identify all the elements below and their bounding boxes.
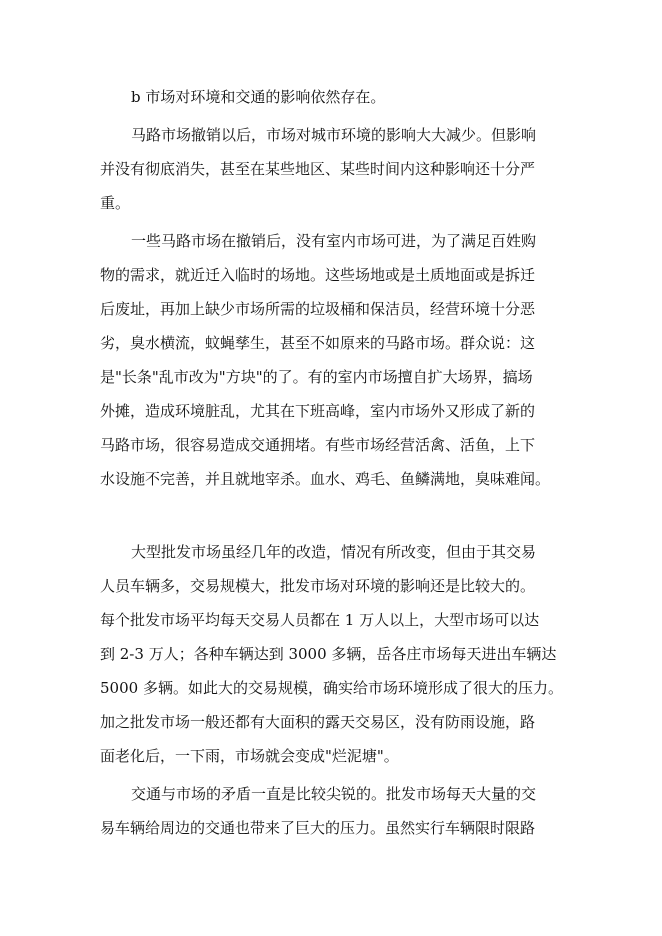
paragraph-1-line-2: 并没有彻底消失，甚至在某些地区、某些时间内这种影响还十分严 [100,160,536,178]
paragraph-3-line-4: 到 2-3 万人；各种车辆达到 3000 多辆，岳各庄市场每天进出车辆达 [100,645,557,663]
paragraph-2-line-1: 一些马路市场在撤销后，没有室内市场可进，为了满足百姓购 [131,232,537,250]
paragraph-3-line-3: 每个批发市场平均每天交易人员都在 1 万人以上，大型市场可以达 [100,611,540,629]
paragraph-4-line-1: 交通与市场的矛盾一直是比较尖锐的。批发市场每天大量的交 [131,785,537,803]
paragraph-2-line-8: 水设施不完善，并且就地宰杀。血水、鸡毛、鱼鳞满地，臭味难闻。 [100,470,551,488]
paragraph-4-line-2: 易车辆给周边的交通也带来了巨大的压力。虽然实行车辆限时限路 [100,819,536,837]
paragraph-2-line-7: 马路市场，很容易造成交通拥堵。有些市场经营活禽、活鱼，上下 [100,436,536,454]
section-heading: b 市场对环境和交通的影响依然存在。 [131,88,386,106]
paragraph-3-line-2: 人员车辆多，交易规模大，批发市场对环境的影响还是比较大的。 [100,577,536,595]
paragraph-3-line-7: 面老化后，一下雨，市场就会变成"烂泥塘"。 [100,747,399,765]
paragraph-2-line-5: 是"长条"乱市改为"方块"的了。有的室内市场擅自扩大场界，搞场 [100,368,533,386]
paragraph-2-line-2: 物的需求，就近迁入临时的场地。这些场地或是土质地面或是拆迁 [100,266,536,284]
paragraph-3-line-6: 加之批发市场一般还都有大面积的露天交易区，没有防雨设施，路 [100,713,536,731]
paragraph-1-line-3: 重。 [100,194,131,212]
paragraph-3-line-5: 5000 多辆。如此大的交易规模，确实给市场环境形成了很大的压力。 [100,679,563,697]
paragraph-2-line-6: 外摊，造成环境脏乱，尤其在下班高峰，室内市场外又形成了新的 [100,402,536,420]
paragraph-2-line-4: 劣，臭水横流，蚊蝇孳生，甚至不如原来的马路市场。群众说：这 [100,334,536,352]
paragraph-3-line-1: 大型批发市场虽经几年的改造，情况有所改变，但由于其交易 [131,543,537,561]
paragraph-2-line-3: 后废址，再加上缺少市场所需的垃圾桶和保洁员，经营环境十分恶 [100,300,536,318]
paragraph-1-line-1: 马路市场撤销以后，市场对城市环境的影响大大减少。但影响 [131,126,537,144]
